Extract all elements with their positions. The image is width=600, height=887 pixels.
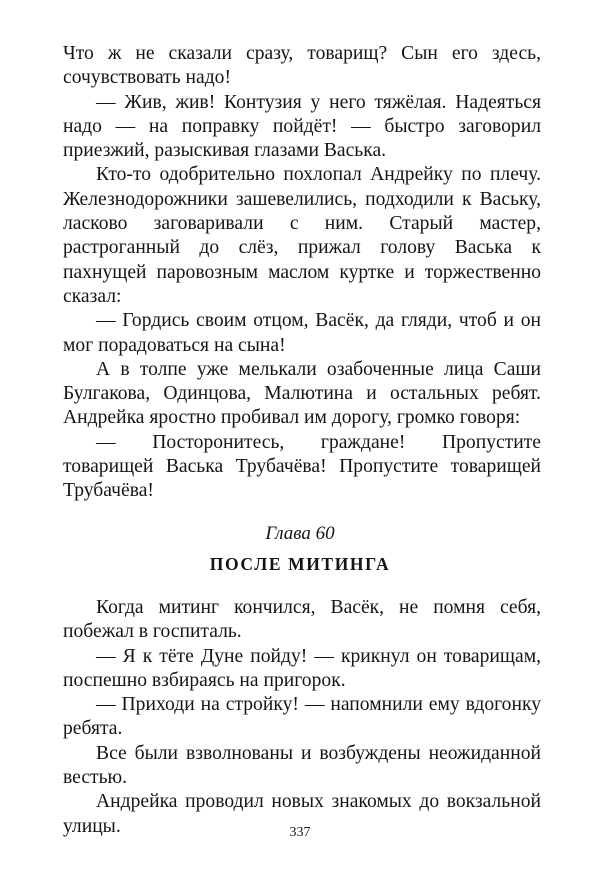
chapter-title: ПОСЛЕ МИТИНГА — [209, 554, 391, 574]
paragraph-5: А в толпе уже мелькали озабоченные лица Саши Булгакова, Одинцова, Малютина и остальных ребят. Андрейка яростно пробивал им дорогу, громко говоря: — [63, 358, 541, 429]
paragraph-11: Андрейка проводил новых знакомых до вокзальной улицы. — [63, 791, 541, 837]
paragraph-2: — Жив, жив! Контузия у него тяжёлая. Надеяться надо — на поправку пойдёт! — быстро заговорил приезжий, разыскивая глазами Васька. — [63, 91, 541, 162]
paragraph-8: — Я к тёте Дуне пойду! — крикнул он товарищам, поспешно взбираясь на пригорок. — [63, 645, 541, 691]
paragraph-1: Что ж не сказали сразу, товарищ? Сын его здесь, сочувствовать надо! — [63, 43, 541, 89]
paragraph-4: — Гордись своим отцом, Васёк, да гляди, чтоб и он мог порадоваться на сына! — [63, 310, 541, 356]
paragraph-9: — Приходи на стройку! — напомнили ему вдогонку ребята. — [63, 694, 541, 740]
paragraph-3: Кто-то одобрительно похлопал Андрейку по плечу. Железнодорожники зашевелились, подходили к Ваську, ласково заговаривали с ним. Старый мастер, растроганный до слёз, прижал голову Васька к пахнущей паровозным маслом куртке и торжественно сказал: — [63, 164, 541, 307]
text-block-top — [63, 42, 541, 504]
paragraph-10: Все были взволнованы и возбуждены неожиданной вестью. — [63, 742, 541, 789]
text-block-bottom — [63, 596, 541, 839]
chapter-label: Глава 60 — [265, 523, 335, 544]
paragraph-7: Когда митинг кончился, Васёк, не помня себя, побежал в госпиталь. — [63, 597, 541, 643]
page-number: 337 — [289, 825, 311, 840]
paragraph-6: — Посторонитесь, граждане! Пропустите товарищей Васька Трубачёва! Пропустите товарищей Трубачёва! — [63, 431, 541, 502]
